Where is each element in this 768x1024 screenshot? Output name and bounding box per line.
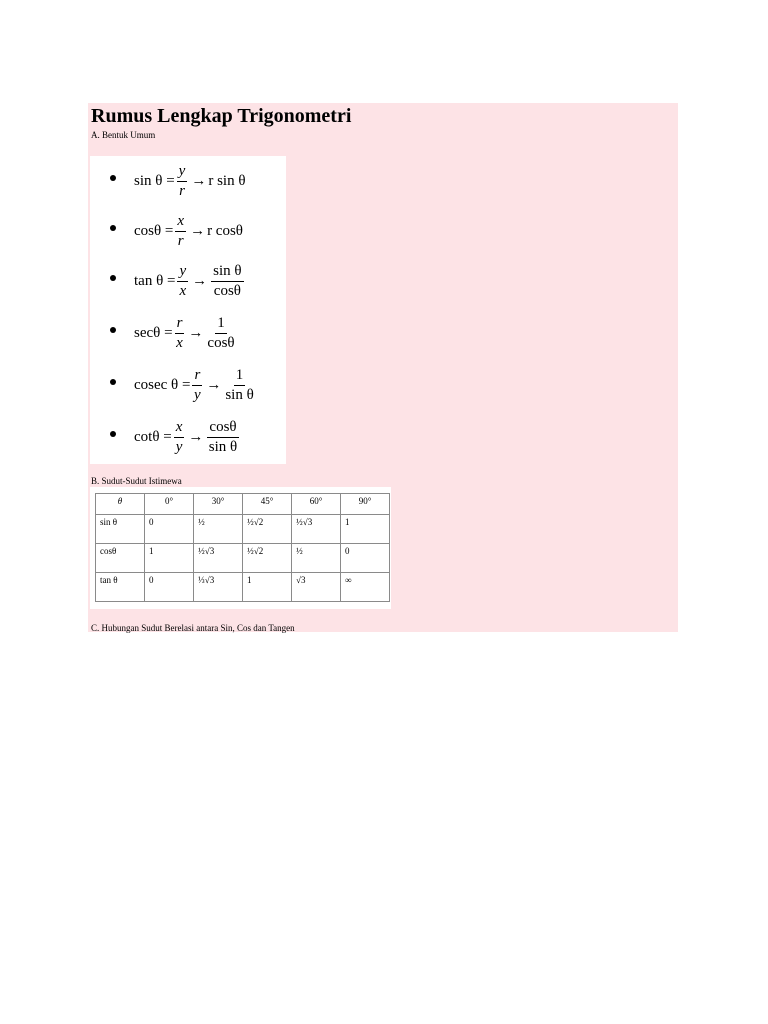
frac-denominator: y bbox=[175, 438, 183, 455]
special-angles-table-container bbox=[90, 487, 391, 609]
table-row bbox=[96, 515, 390, 544]
rhs-denominator: sin θ bbox=[208, 438, 238, 455]
arrow-icon: → bbox=[192, 272, 208, 289]
table-cell: ½√3 bbox=[292, 515, 341, 544]
formula-item bbox=[90, 256, 286, 306]
formula-lhs: tan θ = bbox=[134, 272, 176, 289]
formula-item bbox=[90, 156, 286, 206]
table-cell: 0 bbox=[145, 573, 194, 602]
formula-lhs: cosec θ = bbox=[134, 376, 191, 393]
table-cell: √3 bbox=[292, 573, 341, 602]
page-title: Rumus Lengkap Trigonometri bbox=[91, 105, 352, 127]
table-cell: ∞ bbox=[341, 573, 390, 602]
rhs-denominator: sin θ bbox=[225, 386, 254, 403]
formula-rhs: r sin θ bbox=[208, 172, 246, 189]
formula-rhs: r cosθ bbox=[207, 222, 243, 239]
table-cell: ½√2 bbox=[243, 544, 292, 573]
formula-lhs: sin θ = bbox=[134, 172, 175, 189]
table-header-cell: 60° bbox=[292, 494, 341, 515]
table-header-cell: 30° bbox=[194, 494, 243, 515]
bullet-icon bbox=[110, 431, 116, 437]
table-cell: ½ bbox=[292, 544, 341, 573]
table-header-cell: 45° bbox=[243, 494, 292, 515]
formula-list bbox=[90, 156, 286, 464]
table-cell: 0 bbox=[341, 544, 390, 573]
frac-denominator: x bbox=[179, 282, 187, 299]
special-angles-table bbox=[95, 493, 390, 602]
frac-numerator: r bbox=[175, 316, 185, 334]
frac-numerator: x bbox=[175, 214, 186, 232]
formula-lhs: cotθ = bbox=[134, 428, 172, 445]
table-header-cell: 0° bbox=[145, 494, 194, 515]
section-b-heading: B. Sudut-Sudut Istimewa bbox=[91, 476, 182, 486]
table-cell: ½√3 bbox=[194, 544, 243, 573]
table-cell: 0 bbox=[145, 515, 194, 544]
bullet-icon bbox=[110, 225, 116, 231]
table-cell: 1 bbox=[243, 573, 292, 602]
arrow-icon: → bbox=[190, 222, 206, 239]
formula-lhs: cosθ = bbox=[134, 222, 174, 239]
arrow-icon: → bbox=[191, 172, 207, 189]
table-row bbox=[96, 544, 390, 573]
rhs-numerator: cosθ bbox=[207, 420, 238, 438]
frac-numerator: y bbox=[177, 264, 188, 282]
table-cell: ⅓√3 bbox=[194, 573, 243, 602]
formula-lhs: secθ = bbox=[134, 324, 173, 341]
rhs-denominator: cosθ bbox=[207, 334, 235, 351]
frac-denominator: y bbox=[194, 386, 201, 403]
table-header-cell: 90° bbox=[341, 494, 390, 515]
table-header-row bbox=[96, 494, 390, 515]
formula-item bbox=[90, 360, 286, 410]
frac-denominator: x bbox=[176, 334, 183, 351]
formula-item bbox=[90, 206, 286, 256]
table-cell: ½√2 bbox=[243, 515, 292, 544]
frac-numerator: x bbox=[174, 420, 185, 438]
rhs-numerator: 1 bbox=[234, 368, 246, 386]
table-cell: ½ bbox=[194, 515, 243, 544]
table-cell: 1 bbox=[145, 544, 194, 573]
arrow-icon: → bbox=[188, 428, 204, 445]
table-row bbox=[96, 573, 390, 602]
rhs-numerator: 1 bbox=[215, 316, 227, 334]
section-c-heading: C. Hubungan Sudut Berelasi antara Sin, Cos dan Tangen bbox=[91, 623, 295, 633]
section-a-heading: A. Bentuk Umum bbox=[91, 130, 156, 140]
rhs-numerator: sin θ bbox=[211, 264, 243, 282]
table-cell: tan θ bbox=[96, 573, 145, 602]
arrow-icon: → bbox=[206, 376, 222, 393]
bullet-icon bbox=[110, 175, 116, 181]
frac-numerator: r bbox=[192, 368, 202, 386]
formula-item bbox=[90, 308, 286, 358]
rhs-denominator: cosθ bbox=[213, 282, 241, 299]
frac-numerator: y bbox=[177, 164, 188, 182]
bullet-icon bbox=[110, 275, 116, 281]
table-cell: cosθ bbox=[96, 544, 145, 573]
frac-denominator: r bbox=[177, 232, 184, 249]
bullet-icon bbox=[110, 327, 116, 333]
arrow-icon: → bbox=[188, 324, 204, 341]
table-cell: 1 bbox=[341, 515, 390, 544]
table-header-cell: θ bbox=[96, 494, 145, 515]
table-cell: sin θ bbox=[96, 515, 145, 544]
frac-denominator: r bbox=[179, 182, 185, 199]
bullet-icon bbox=[110, 379, 116, 385]
formula-item bbox=[90, 412, 286, 462]
